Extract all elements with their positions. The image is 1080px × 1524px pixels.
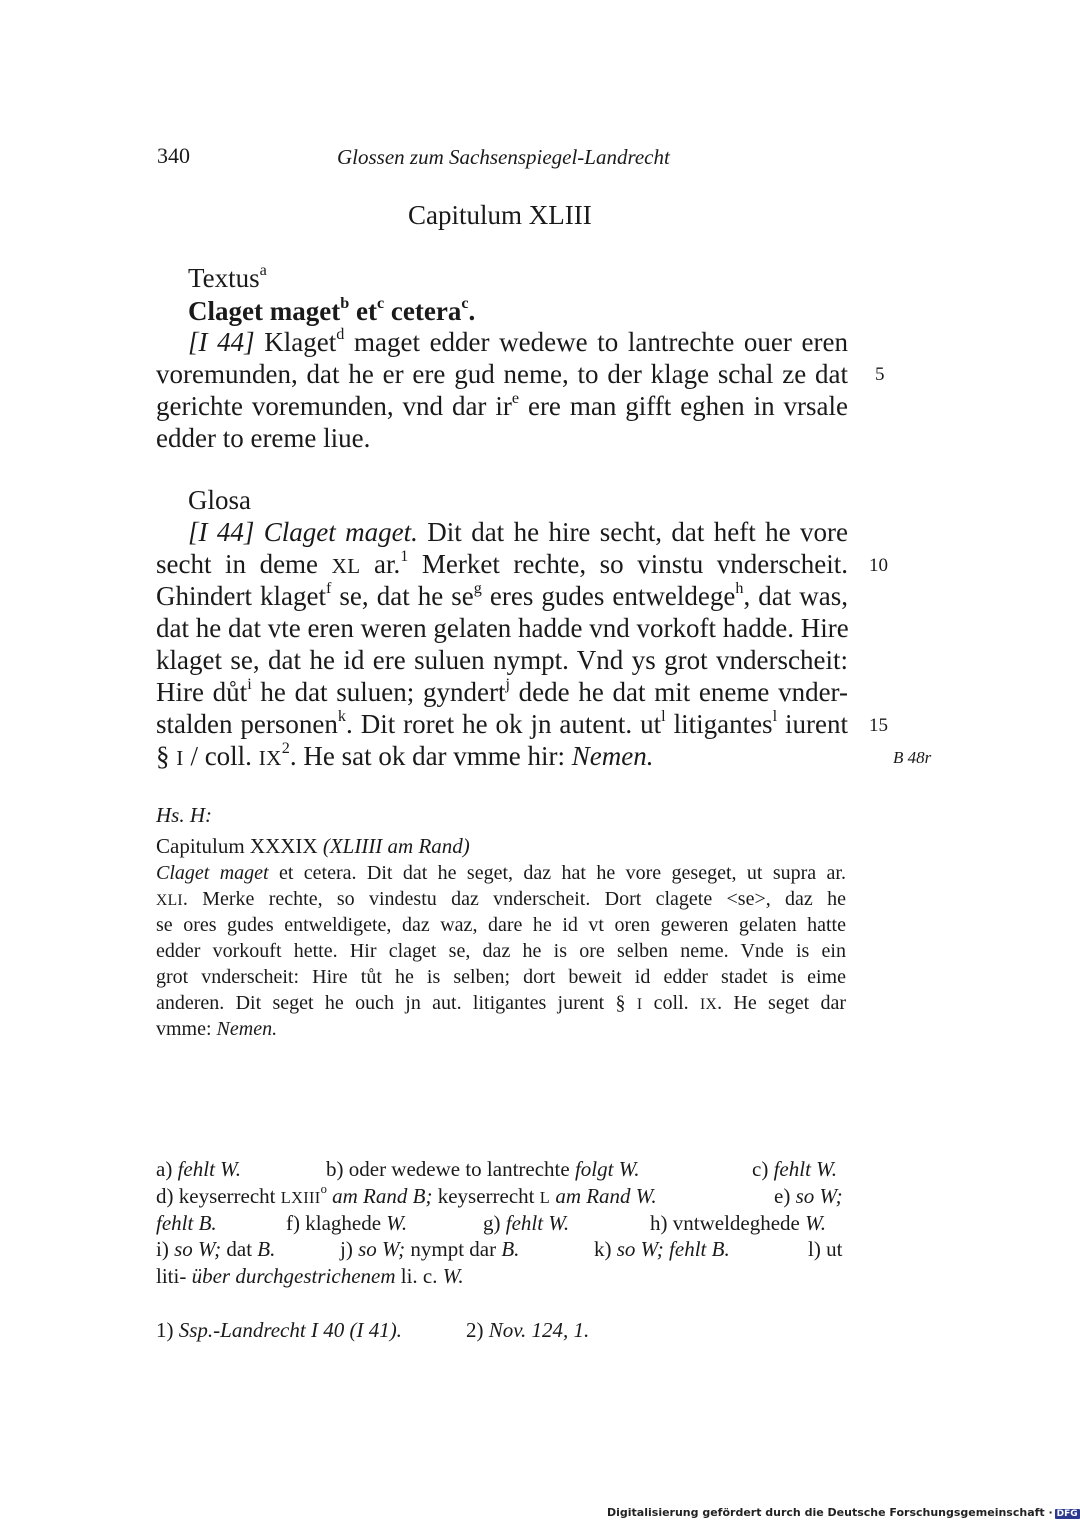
text-span: . Merke rechte, so vindestu daz vnderscheit. Dort clagete <se>, daz he — [182, 888, 846, 910]
text-span: Dit dat he hire secht, dat heft he vore — [417, 517, 848, 547]
text-span: stalden personen — [156, 709, 338, 739]
apparatus-note — [594, 1237, 730, 1262]
text-span: se, dat he se — [331, 581, 474, 611]
apparatus-note — [650, 1211, 826, 1236]
page-number: 340 — [157, 143, 190, 168]
apparatus-note — [156, 1237, 275, 1262]
text-span: b) oder wedewe to lantrechte — [326, 1157, 575, 1181]
italic-span: am Rand W. — [550, 1184, 657, 1208]
line-number: 15 — [869, 715, 888, 736]
small-caps: I — [176, 746, 184, 770]
small-caps: XL — [331, 554, 361, 578]
textus-heading — [188, 260, 267, 294]
line-number: 10 — [869, 555, 888, 576]
hs-line-7 — [156, 1018, 277, 1041]
ref-marker: [I 44] — [188, 327, 255, 357]
apparatus-note — [156, 1264, 464, 1289]
lemma-text: Claget maget. — [254, 517, 418, 547]
textus-line-2: voremunden, dat he er ere gud neme, to der klage schal ze dat — [156, 359, 848, 389]
lemma-text: et — [349, 296, 377, 326]
glosa-line-5: klaget se, dat he id ere suluen nympt. Vnd ys grot vnderscheit: — [156, 645, 848, 675]
textus-lemma — [188, 293, 476, 327]
footnote-marker: o — [320, 1182, 327, 1197]
small-caps: I — [636, 996, 643, 1013]
apparatus-note — [156, 1184, 657, 1209]
text-span: c) — [752, 1157, 774, 1181]
italic-span: über durchgestrichenem — [191, 1264, 396, 1288]
text-span: Klaget — [254, 327, 337, 357]
source-note — [156, 1318, 402, 1343]
small-caps: IX — [258, 746, 282, 770]
apparatus-note — [156, 1157, 241, 1182]
margin-note: B 48r — [893, 748, 932, 767]
text-span: , dat was, — [743, 581, 849, 611]
text-span: liti- — [156, 1264, 192, 1288]
glosa-line-1 — [188, 517, 848, 548]
text-span: dat — [221, 1237, 258, 1261]
glosa-heading: Glosa — [188, 485, 251, 515]
italic-span: fehlt W. — [773, 1157, 837, 1181]
lemma-text: Nemen. — [216, 1018, 278, 1040]
text-span: secht in deme — [156, 549, 332, 579]
italic-span: W. — [442, 1264, 464, 1288]
line-number: 5 — [875, 364, 885, 385]
italic-span: folgt W. — [574, 1157, 640, 1181]
footnote-marker: d — [336, 324, 345, 343]
apparatus-note — [286, 1211, 407, 1236]
glosa-line-8 — [156, 738, 654, 772]
footnote-marker: k — [337, 706, 346, 725]
footnote-marker: 2 — [281, 738, 290, 757]
footnote-marker: b — [340, 293, 350, 312]
textus-line-4: edder to ereme liue. — [156, 423, 371, 453]
text-span: iurent — [777, 709, 848, 739]
footnote-marker: c — [461, 293, 469, 312]
text-span: nympt dar — [405, 1237, 502, 1261]
text-span: . He sat ok dar vmme hir: — [289, 741, 572, 771]
text-span: 1) — [156, 1318, 179, 1342]
text-span: Merket rechte, so vinstu vnderscheit. — [408, 549, 848, 579]
textus-line-1 — [188, 324, 848, 358]
apparatus-note — [326, 1157, 640, 1182]
apparatus-note: l) ut — [808, 1237, 843, 1261]
text-span: e) — [774, 1184, 796, 1208]
text-span: et cetera. Dit dat he seget, daz hat he vore geseget, ut supra ar. — [268, 862, 846, 884]
lemma-text: Nemen. — [571, 741, 654, 771]
text-span: / coll. — [183, 741, 259, 771]
text-span: gerichte voremunden, vnd dar ir — [156, 391, 512, 421]
text-span: . He seget dar — [717, 992, 847, 1014]
footnote-marker: a — [259, 260, 267, 279]
italic-span: B. — [257, 1237, 276, 1261]
italic-span: W. — [386, 1211, 408, 1235]
footnote-marker: e — [511, 388, 520, 407]
text-span: g) — [483, 1211, 506, 1235]
small-caps: L — [539, 1188, 551, 1207]
text-span: li. c. — [395, 1264, 443, 1288]
hs-line-1 — [156, 862, 846, 885]
apparatus-note — [774, 1184, 843, 1209]
italic-span: so W; — [795, 1184, 843, 1208]
text-span: ar. — [360, 549, 401, 579]
text-span: d) keyserrecht — [156, 1184, 281, 1208]
italic-span: Ssp.-Landrecht I 40 (I 41). — [178, 1318, 402, 1342]
italic-span: fehlt W. — [177, 1157, 241, 1181]
text-span: i) — [156, 1237, 175, 1261]
apparatus-note — [483, 1211, 569, 1236]
footnote-marker: c — [376, 293, 385, 312]
footnote-marker: l — [772, 706, 778, 725]
italic-span: fehlt W. — [505, 1211, 570, 1235]
italic-span: am Rand B; — [326, 1184, 433, 1208]
glosa-line-7 — [156, 706, 848, 740]
glosa-line-2 — [156, 546, 848, 580]
running-title: Glossen zum Sachsenspiegel-Landrecht — [337, 145, 670, 169]
lemma-text: Claget maget — [188, 296, 341, 326]
hs-line-6 — [156, 992, 846, 1015]
text-span: Hire důt — [156, 677, 248, 707]
textus-line-3 — [156, 388, 848, 422]
italic-span: so W; fehlt B. — [616, 1237, 730, 1261]
text-span: coll. — [642, 992, 700, 1014]
text-span: eres gudes entweldege — [481, 581, 736, 611]
small-caps: XLI — [156, 892, 183, 909]
text-span: a) — [156, 1157, 178, 1181]
chapter-title: Capitulum XLIII — [408, 200, 592, 230]
text-span: f) klaghede — [286, 1211, 387, 1235]
hs-line-4: edder vorkouft hette. Hir claget se, daz he is ore selben neme. Vnde is ein — [156, 940, 846, 962]
footnote-marker: g — [473, 578, 482, 597]
italic-span: so W; — [358, 1237, 406, 1261]
text-span: keyserrecht — [432, 1184, 540, 1208]
footnote-marker: i — [247, 674, 252, 693]
apparatus-note — [752, 1157, 837, 1182]
footnote-marker: 1 — [400, 546, 409, 565]
text-span: j) — [340, 1237, 359, 1261]
text-span: 2) — [466, 1318, 489, 1342]
footnote-marker: f — [326, 578, 332, 597]
text-span: vmme: — [156, 1018, 217, 1040]
hs-line-2 — [156, 888, 846, 911]
apparatus-note — [340, 1237, 519, 1262]
text-span: § — [156, 741, 177, 771]
text-span: he dat suluen; gyndert — [251, 677, 506, 707]
apparatus-note: fehlt B. — [156, 1211, 217, 1235]
credit-text: Digitalisierung gefördert durch die Deutsche Forschungsgemeinschaft · — [607, 1506, 1053, 1519]
hs-line-3: se ores gudes entweldigete, daz waz, dare he id vt oren geweren gelaten hatte — [156, 914, 846, 936]
lemma-text: Claget maget — [156, 862, 269, 884]
hs-heading: Hs. H: — [156, 803, 212, 827]
glosa-line-3 — [156, 578, 849, 612]
ref-marker: [I 44] — [188, 517, 255, 547]
digitization-credit — [607, 1506, 1080, 1519]
small-caps: LXIII — [280, 1188, 321, 1207]
italic-span: Nov. 124, 1. — [488, 1318, 590, 1342]
text-span: dede he dat mit eneme vnder- — [509, 677, 848, 707]
italic-span: W. — [805, 1211, 826, 1235]
text-span: k) — [594, 1237, 617, 1261]
text-span: ere man gifft eghen in vrsale — [519, 391, 848, 421]
footnote-marker: h — [735, 578, 744, 597]
glosa-line-4: dat he dat vte eren weren gelaten hadde vnd vorkoft hadde. Hire — [156, 613, 849, 643]
text-span: Capitulum XXXIX — [156, 834, 323, 858]
lemma-text: . — [468, 296, 476, 326]
italic-span: so W; — [174, 1237, 222, 1261]
source-note — [466, 1318, 589, 1343]
lemma-text: cetera — [384, 296, 462, 326]
dfg-logo: DFG — [1056, 1509, 1078, 1519]
footnote-marker: j — [505, 674, 510, 693]
text-span: maget edder wedewe to lantrechte ouer eren — [344, 327, 848, 357]
glosa-line-6 — [156, 674, 848, 708]
hs-capitulum — [156, 834, 470, 859]
small-caps: IX — [700, 996, 718, 1013]
hs-line-5: grot vnderscheit: Hire tůt he is selben; dort beweit id edder stadet is eime — [156, 966, 846, 988]
text-span: Ghindert klaget — [156, 581, 326, 611]
italic-span: B. — [501, 1237, 520, 1261]
footnote-marker: l — [661, 706, 666, 725]
italic-span: (XLIIII am Rand) — [322, 834, 470, 858]
text-span: h) vntweldeghede — [650, 1211, 806, 1235]
text-span: litigantes — [665, 709, 773, 739]
textus-heading-text: Textus — [188, 263, 260, 293]
text-span: anderen. Dit seget he ouch jn aut. litigantes jurent § — [156, 992, 637, 1014]
text-span: . Dit roret he ok jn autent. ut — [346, 709, 662, 739]
